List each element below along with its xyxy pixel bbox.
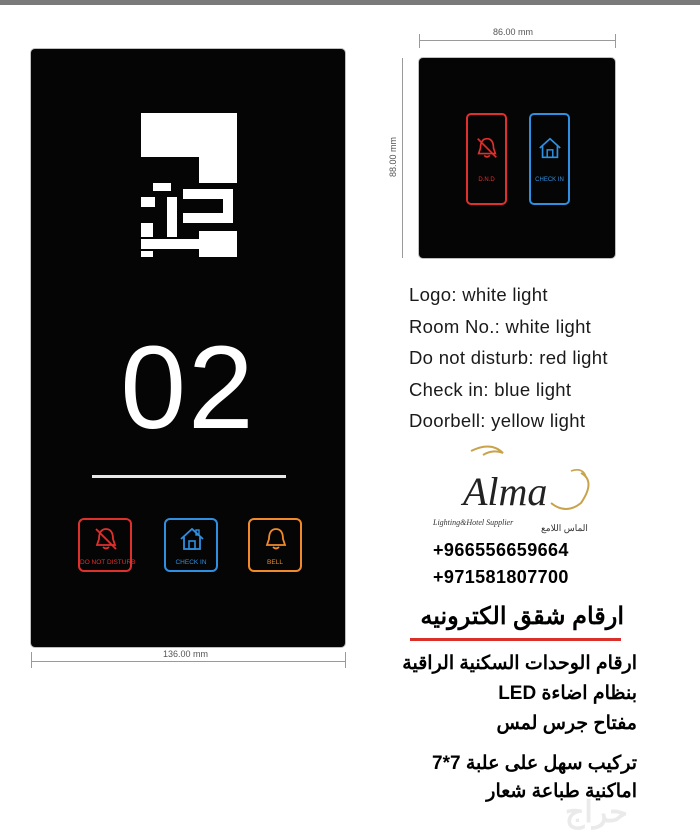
spec-item: Room No.: white light xyxy=(409,315,592,337)
dnd-small-label: D.N.D xyxy=(478,177,495,183)
height-dimension-line xyxy=(402,58,403,258)
dnd-button-small[interactable] xyxy=(466,113,507,205)
big-width-label: 136.00 mm xyxy=(163,649,209,659)
arabic-title: ارقام شقق الكترونيه xyxy=(420,603,624,630)
dimension-tick xyxy=(31,652,32,668)
room-number-underline xyxy=(92,475,286,478)
brand-tagline: Lighting&Hotel Supplier xyxy=(433,518,514,527)
phone-number: +966556659664 xyxy=(433,540,569,560)
phone-number: +971581807700 xyxy=(433,567,569,587)
door-panel-large xyxy=(31,49,345,647)
dimension-tick xyxy=(419,34,420,48)
brand-arabic: الماس اللامع xyxy=(541,523,588,533)
check-in-button[interactable] xyxy=(164,518,218,572)
arabic-line: اماكنية طباعة شعار xyxy=(486,781,637,802)
check-in-button-small[interactable] xyxy=(529,113,570,205)
brand-swirl-icon xyxy=(431,443,606,523)
title-underline xyxy=(410,638,621,641)
arabic-line: تركيب سهل على علبة 7*7 xyxy=(432,753,637,774)
spec-item: Do not disturb: red light xyxy=(409,347,608,369)
watermark: حراج xyxy=(565,796,628,829)
spec-item: Doorbell: yellow light xyxy=(409,410,586,432)
arabic-line: بنظام اضاءة LED xyxy=(498,683,637,704)
spec-item: Logo: white light xyxy=(409,284,548,305)
spec-item: Check in: blue light xyxy=(409,378,572,400)
bell-button[interactable] xyxy=(248,518,302,572)
small-height-label: 88.00 mm xyxy=(388,136,399,178)
door-panel-small xyxy=(419,58,615,258)
dimension-tick xyxy=(345,652,346,668)
check-in-label: CHECK IN xyxy=(175,559,207,566)
bell-crossed-icon xyxy=(474,135,500,161)
dimension-tick xyxy=(615,34,616,48)
house-icon xyxy=(537,135,563,161)
bell-icon xyxy=(262,526,290,552)
logo-icon xyxy=(141,113,237,257)
check-in-small-label: CHECK IN xyxy=(535,177,564,183)
brand-name: Alma xyxy=(463,469,548,514)
dnd-label: DO NOT DISTURB xyxy=(80,559,136,566)
bell-crossed-icon xyxy=(92,526,120,552)
arabic-line: مفتاح جرس لمس xyxy=(496,713,637,734)
room-number: 02 xyxy=(120,322,256,454)
width-dimension-line xyxy=(31,661,345,662)
spec-list xyxy=(409,283,608,441)
width-dimension-line xyxy=(419,40,615,41)
small-width-label: 86.00 mm xyxy=(493,27,534,37)
house-icon xyxy=(178,526,206,552)
top-bar xyxy=(0,0,700,5)
bell-label: BELL xyxy=(267,559,283,566)
arabic-line: ارقام الوحدات السكنية الراقية xyxy=(402,653,637,674)
dnd-button[interactable] xyxy=(78,518,136,572)
